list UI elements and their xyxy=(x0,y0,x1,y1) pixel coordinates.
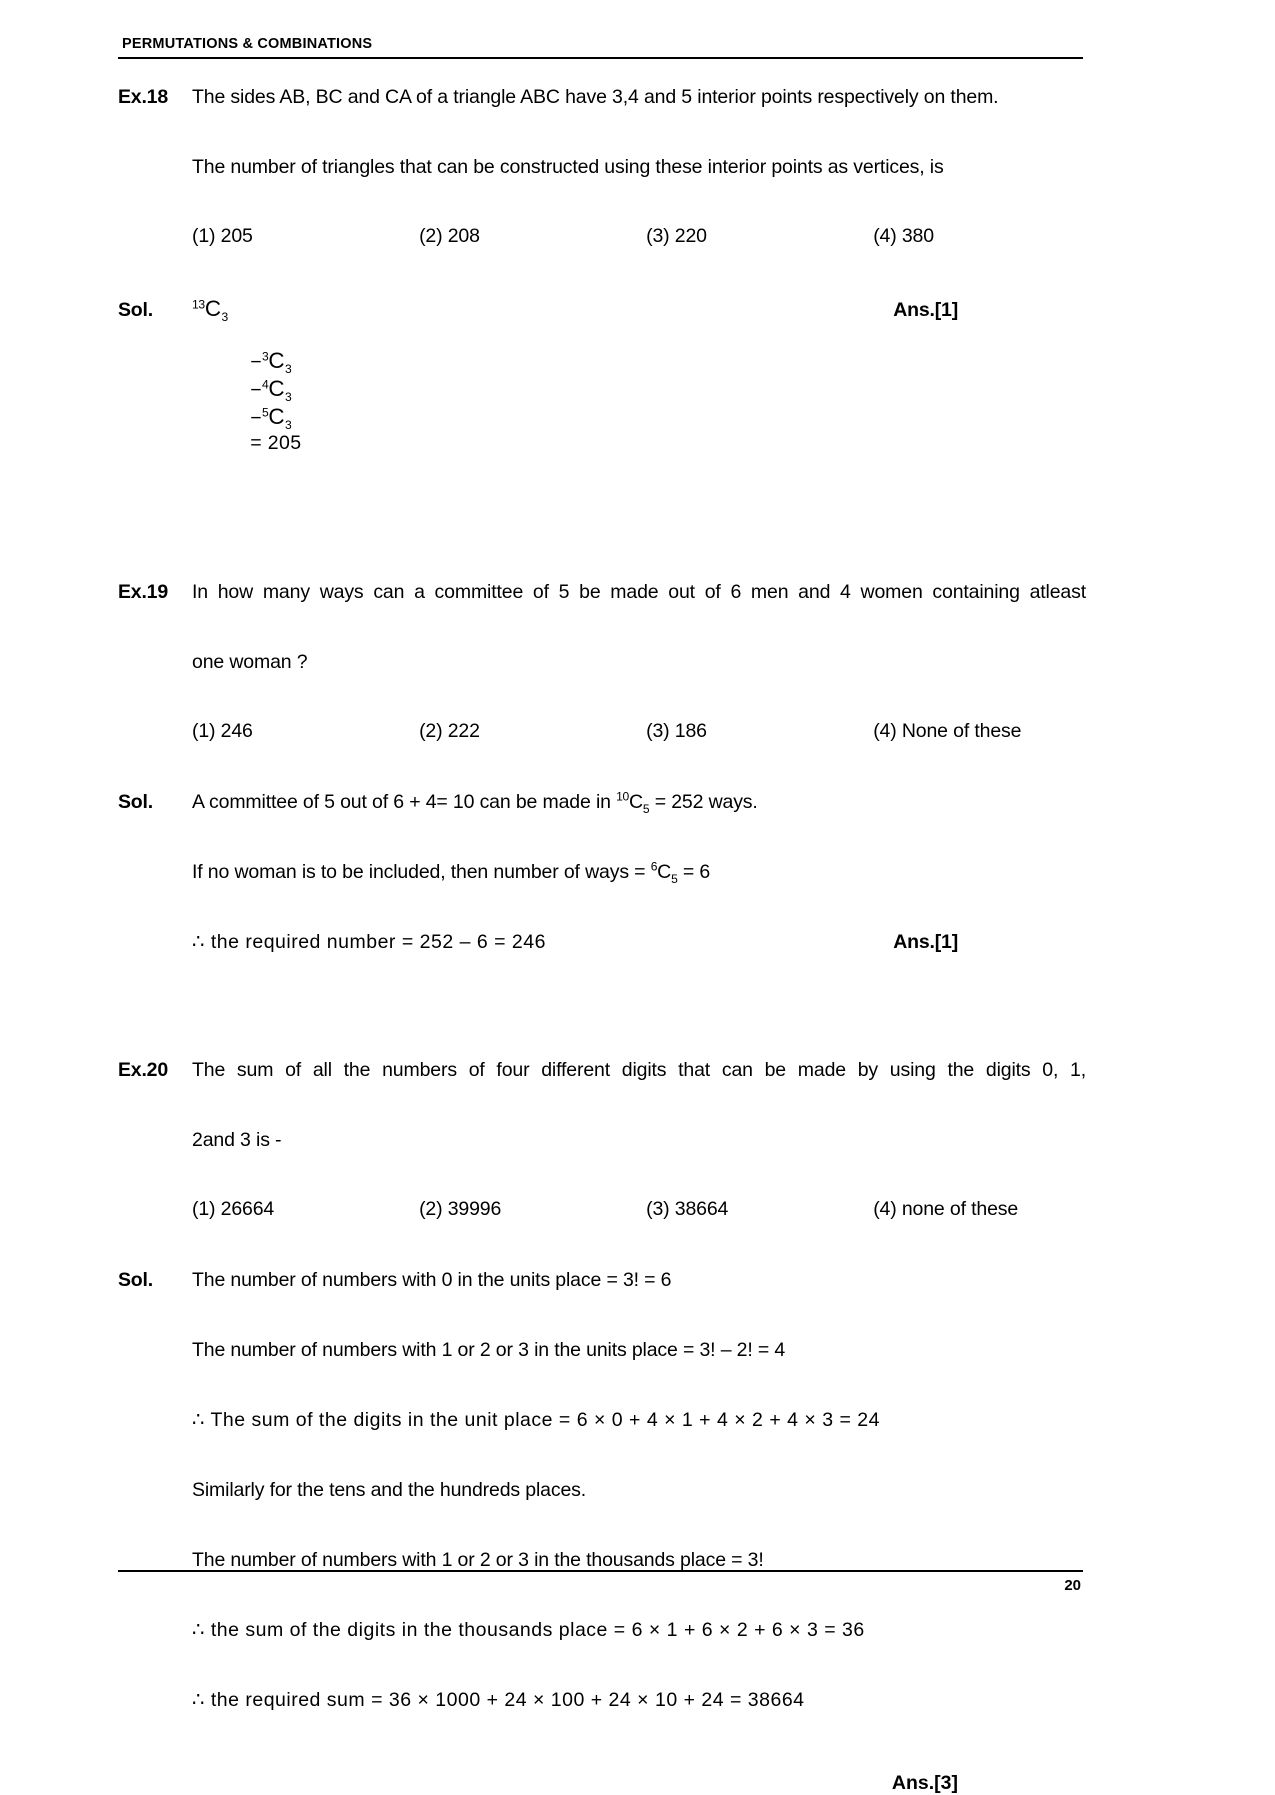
combination-symbol: C xyxy=(628,791,643,814)
spacer xyxy=(118,1366,1086,1408)
spacer xyxy=(118,1086,1086,1128)
spacer xyxy=(118,958,1086,1058)
spacer xyxy=(118,1646,1086,1688)
spacer xyxy=(118,113,1086,155)
spacer xyxy=(118,608,1086,650)
problem-ex20-question-text-2: 2and 3 is - xyxy=(192,1129,282,1152)
page-number: 20 xyxy=(1064,1577,1081,1594)
problem-ex20-solution-text-1: The number of numbers with 0 in the units place = 3! = 6 xyxy=(192,1269,672,1292)
problem-ex19-solution-text-3: ∴ the required number = 252 – 6 = 246 xyxy=(192,931,546,954)
problem-ex19-solution-line-3 xyxy=(118,930,1086,958)
problem-ex19-solution-text-1 xyxy=(192,789,1086,817)
header-divider xyxy=(118,57,1083,59)
page-content xyxy=(118,85,1086,1795)
problem-ex20-question-line-1 xyxy=(118,1058,1086,1086)
spacer xyxy=(118,1716,1086,1772)
spacer xyxy=(118,1226,1086,1268)
problem-ex19-answer: Ans.[1] xyxy=(893,931,958,954)
problem-ex20-solution-text-6: ∴ the sum of the digits in the thousands place = 6 × 1 + 6 × 2 + 6 × 3 = 36 xyxy=(192,1619,865,1642)
combination-superscript: 5 xyxy=(261,405,269,420)
option-4[interactable]: (4) none of these xyxy=(873,1198,1019,1221)
problem-ex20-solution-line-7 xyxy=(118,1688,1086,1716)
problem-ex18-solution-row xyxy=(118,295,1086,480)
option-1[interactable]: (1) 246 xyxy=(192,720,253,743)
problem-ex18-solution-formula xyxy=(192,295,893,480)
problem-ex20-question-line-2 xyxy=(118,1128,1086,1156)
option-2[interactable]: (2) 208 xyxy=(419,225,480,247)
problem-ex19-question-line-1 xyxy=(118,580,1086,608)
spacer xyxy=(118,253,1086,295)
spacer xyxy=(118,888,1086,930)
combination-subscript: 3 xyxy=(285,362,293,377)
solution-text-part: = 6 xyxy=(677,861,711,884)
spacer xyxy=(118,1156,1086,1198)
operator-minus: − xyxy=(250,351,262,374)
option-4[interactable]: (4) None of these xyxy=(873,720,1022,743)
problem-ex20-number: Ex.20 xyxy=(118,1059,168,1082)
option-2[interactable]: (2) 222 xyxy=(419,720,480,743)
option-3[interactable]: (3) 220 xyxy=(646,225,707,247)
problem-ex19-question-line-2 xyxy=(118,650,1086,678)
problem-ex19-options xyxy=(192,720,1086,743)
combination-symbol: C xyxy=(268,376,285,402)
spacer xyxy=(118,1506,1086,1548)
problem-ex18-question-line-1 xyxy=(118,85,1086,113)
combination-subscript: 3 xyxy=(285,390,293,405)
problem-ex18-options-row xyxy=(118,225,1086,253)
spacer xyxy=(118,748,1086,790)
problem-ex18-question-text-1: The sides AB, BC and CA of a triangle ABC have 3,4 and 5 interior points respectively on them. xyxy=(192,86,999,108)
problem-ex18-options xyxy=(192,225,1086,248)
spacer xyxy=(118,818,1086,860)
combination-symbol: C xyxy=(204,296,222,321)
option-1[interactable]: (1) 205 xyxy=(192,225,253,247)
option-1[interactable]: (1) 26664 xyxy=(192,1198,275,1221)
option-3[interactable]: (3) 38664 xyxy=(646,1198,729,1221)
problem-ex20-solution-line-2 xyxy=(118,1338,1086,1366)
problem-ex20-solution-line-1 xyxy=(118,1268,1086,1296)
spacer xyxy=(118,1436,1086,1478)
problem-ex20-options xyxy=(192,1198,1086,1221)
page-header-title: PERMUTATIONS & COMBINATIONS xyxy=(122,36,373,52)
combination-superscript: 3 xyxy=(261,349,269,364)
option-2[interactable]: (2) 39996 xyxy=(419,1198,502,1221)
problem-ex20-solution-text-4: Similarly for the tens and the hundreds places. xyxy=(192,1479,587,1502)
formula-result: = 205 xyxy=(250,432,302,455)
problem-ex18-question-line-2 xyxy=(118,155,1086,183)
combination-subscript: 5 xyxy=(671,872,678,887)
combination-symbol: C xyxy=(268,404,285,430)
problem-ex19-number: Ex.19 xyxy=(118,581,168,604)
problem-ex19-solution-line-1 xyxy=(118,790,1086,818)
problem-ex19-question-text-1: In how many ways can a committee of 5 be made out of 6 men and 4 women containing atleast xyxy=(192,581,1086,604)
spacer xyxy=(118,183,1086,225)
problem-ex18-question-text-2: The number of triangles that can be constructed using these interior points as vertices, is xyxy=(192,156,944,178)
option-4[interactable]: (4) 380 xyxy=(873,225,934,247)
spacer xyxy=(118,1296,1086,1338)
page-footer xyxy=(118,1570,1083,1594)
solution-label: Sol. xyxy=(118,299,153,321)
combination-symbol: C xyxy=(657,861,672,884)
solution-text-part: = 252 ways. xyxy=(649,791,758,814)
problem-ex20-solution-line-4 xyxy=(118,1478,1086,1506)
operator-minus: − xyxy=(250,379,262,402)
solution-label: Sol. xyxy=(118,1269,153,1292)
solution-text-part: A committee of 5 out of 6 + 4= 10 can be made in xyxy=(192,791,617,814)
problem-ex20-options-row xyxy=(118,1198,1086,1226)
combination-superscript: 10 xyxy=(616,789,629,804)
problem-ex20-solution-line-6 xyxy=(118,1618,1086,1646)
option-3[interactable]: (3) 186 xyxy=(646,720,707,743)
problem-ex20-answer: Ans.[3] xyxy=(891,1772,958,1795)
combination-superscript: 13 xyxy=(192,297,205,312)
solution-label: Sol. xyxy=(118,791,153,814)
spacer xyxy=(118,480,1086,580)
combination-symbol: C xyxy=(268,348,285,374)
problem-ex20-solution-text-5: The number of numbers with 1 or 2 or 3 in the thousands place = 3! xyxy=(192,1549,764,1572)
operator-minus: − xyxy=(250,407,262,430)
combination-superscript: 4 xyxy=(261,377,269,392)
combination-subscript: 3 xyxy=(221,309,229,324)
problem-ex19-question-text-2: one woman ? xyxy=(192,651,308,674)
problem-ex20-solution-text-2: The number of numbers with 1 or 2 or 3 in the units place = 3! – 2! = 4 xyxy=(192,1339,786,1362)
problem-ex20-question-text-1: The sum of all the numbers of four different digits that can be made by using the digits 0, 1, xyxy=(192,1059,1086,1082)
solution-text-part: If no woman is to be included, then number of ways = xyxy=(192,861,651,884)
problem-ex20-solution-text-7: ∴ the required sum = 36 × 1000 + 24 × 100 + 24 × 10 + 24 = 38664 xyxy=(192,1689,805,1712)
problem-ex20-solution-text-3: ∴ The sum of the digits in the unit place = 6 × 0 + 4 × 1 + 4 × 2 + 4 × 3 = 24 xyxy=(192,1409,880,1432)
spacer xyxy=(118,678,1086,720)
problem-ex20-solution-line-3 xyxy=(118,1408,1086,1436)
combination-subscript: 3 xyxy=(285,418,293,433)
problem-ex19-solution-line-2 xyxy=(118,860,1086,888)
combination-subscript: 5 xyxy=(642,802,650,817)
problem-ex18-number: Ex.18 xyxy=(118,86,168,108)
combination-superscript: 6 xyxy=(650,859,658,874)
problem-ex19-options-row xyxy=(118,720,1086,748)
problem-ex19-solution-text-2 xyxy=(192,859,1086,887)
problem-ex18-answer: Ans.[1] xyxy=(893,299,958,321)
